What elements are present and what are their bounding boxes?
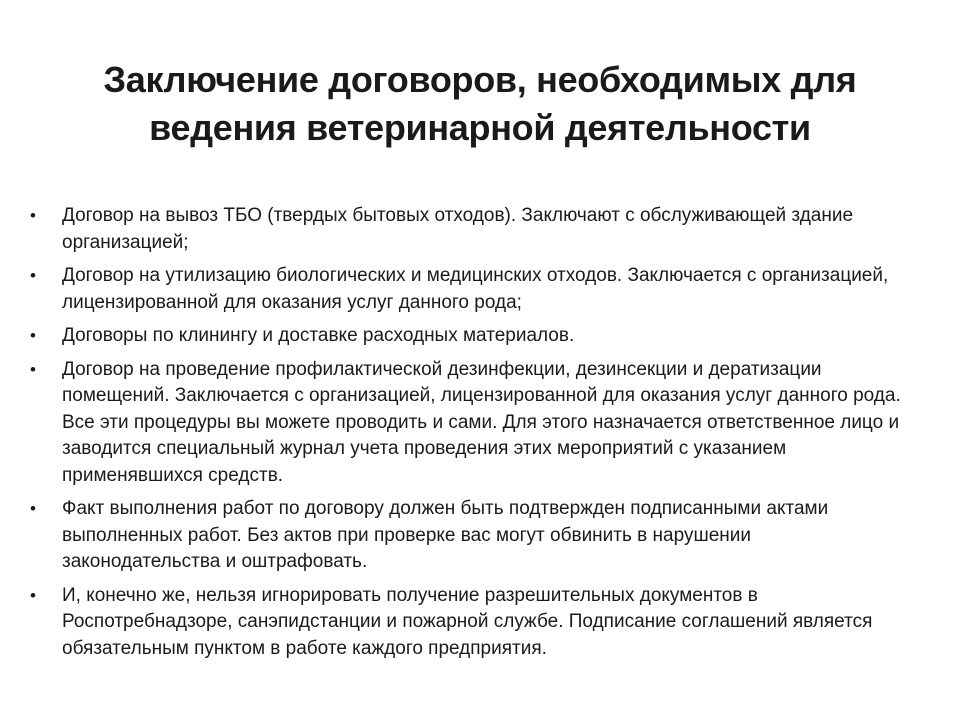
bullet-text: Договор на утилизацию биологических и медицинских отходов. Заключается с организацией, лицензированной для оказания услуг данного рода; <box>62 265 889 313</box>
bullet-icon: • <box>30 206 36 225</box>
bullet-item-work-acts <box>30 496 910 576</box>
bullet-icon: • <box>30 359 36 379</box>
bullet-text: Договор на вывоз ТБО (твердых бытовых отходов). Заключают с обслуживающей здание организацией; <box>62 205 854 253</box>
bullet-text: Договоры по клинингу и доставке расходных материалов. <box>62 325 575 346</box>
bullet-item-disinfection <box>30 357 910 490</box>
bullet-icon: • <box>30 499 36 518</box>
slide-title <box>30 56 930 152</box>
bullet-icon: • <box>30 266 36 285</box>
bullet-text: Факт выполнения работ по договору должен быть подтвержден подписанными актами выполненных работ. Без актов при проверке вас могут обвинить в нарушении законодательства и оштрафовать. <box>62 498 829 572</box>
slide-title-line-1: Заключение договоров, необходимых для <box>103 59 857 100</box>
bullet-icon: • <box>30 326 36 345</box>
slide-title-line-2: ведения ветеринарной деятельности <box>149 107 811 148</box>
bullet-item-permits <box>30 583 910 663</box>
bullet-item-bio-waste-disposal <box>30 263 910 316</box>
bullet-text: И, конечно же, нельзя игнорировать получение разрешительных документов в Роспотребнадзоре, санэпидстанции и пожарной службе. Подписание соглашений является обязательным пунктом в работе каждого предприятия. <box>62 584 873 659</box>
bullet-list <box>30 203 910 669</box>
bullet-icon: • <box>30 585 36 605</box>
bullet-item-cleaning-supplies <box>30 323 910 350</box>
bullet-text: Договор на проведение профилактической дезинфекции, дезинсекции и дератизации помещений. Заключается с организацией, лицензированной для оказания услуг данного рода. Все эти процедуры вы можете проводить и сами. Для этого назначается ответственное лицо и заводится специальный журнал учета проведения этих мероприятий с указанием применявшихся средств. <box>62 358 901 486</box>
bullet-item-waste-removal <box>30 203 910 256</box>
